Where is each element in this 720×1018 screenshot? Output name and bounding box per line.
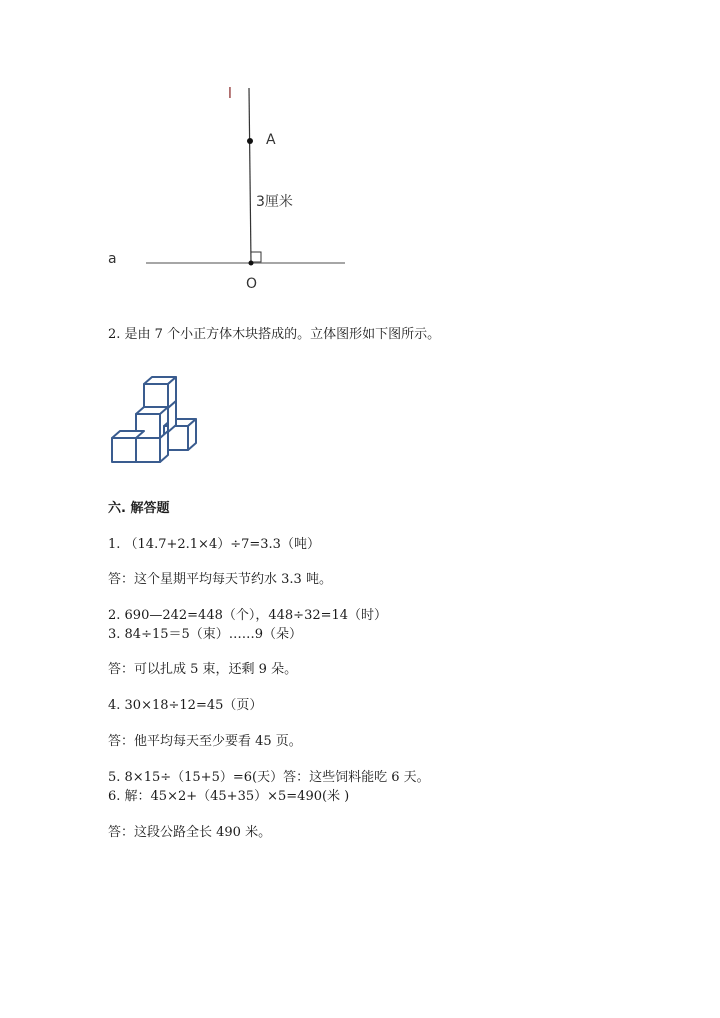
label-distance: 3厘米	[256, 194, 293, 210]
right-angle-mark	[251, 252, 261, 262]
section-six-heading: 六. 解答题	[108, 501, 170, 516]
answer-line: 6. 解：45×2+（45+35）×5=490(米 )	[108, 789, 350, 804]
answer-line: 4. 30×18÷12=45（页）	[108, 698, 263, 713]
label-line-a: a	[108, 251, 117, 267]
answer-line: 2. 690—242=448（个），448÷32=14（时）	[108, 608, 388, 623]
point-a-dot	[247, 138, 253, 144]
answer-line: 答：可以扎成 5 束，还剩 9 朵。	[108, 662, 298, 677]
answer-line: 答：这段公路全长 490 米。	[108, 825, 272, 840]
cube	[144, 377, 176, 408]
point-o-dot	[249, 261, 254, 266]
perpendicular-distance-figure	[100, 80, 360, 300]
answer-line: 3. 84÷15＝5（束）……9（朵）	[108, 627, 303, 642]
label-line-l: l	[228, 86, 232, 102]
answer-line: 答：这个星期平均每天节约水 3.3 吨。	[108, 572, 332, 587]
question-2-text: 2. 是由 7 个小正方体木块搭成的。立体图形如下图所示。	[108, 327, 441, 342]
answer-line: 5. 8×15÷（15+5）=6(天）答：这些饲料能吃 6 天。	[108, 770, 430, 785]
label-point-o: O	[246, 276, 258, 292]
cube-stack-figure	[108, 372, 203, 467]
answer-line: 答：他平均每天至少要看 45 页。	[108, 734, 302, 749]
answer-line: 1. （14.7+2.1×4）÷7=3.3（吨）	[108, 537, 320, 552]
label-point-a: A	[266, 132, 276, 148]
line-l	[249, 88, 251, 263]
